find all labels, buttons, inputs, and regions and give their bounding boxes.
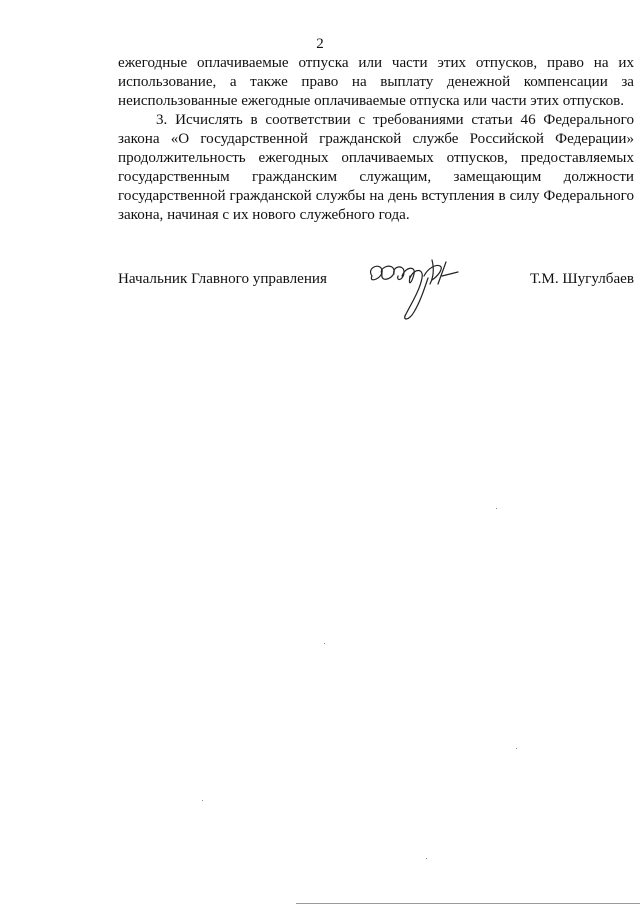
paragraph-3: 3. Исчислять в соответствии с требованиями статьи 46 Федерального закона «О государственной гражданской службе Российской Федерации» продолжительность ежегодных оплачиваемых отпусков, предоставляемых государственным гражданским служащим, замещающим должности государственной гражданской службы на день вступления в силу Федерального закона, начиная с их нового служебного года. (118, 112, 634, 223)
scan-speck (496, 508, 497, 509)
scan-speck (202, 800, 203, 801)
paragraph-continued: ежегодные оплачиваемые отпуска или части этих отпусков, право на их использование, а также право на выплату денежной компенсации за неиспользованные ежегодные оплачиваемые отпуска или части этих отпусков. (118, 55, 634, 109)
scan-speck (516, 748, 517, 749)
handwritten-signature (358, 254, 478, 324)
scan-speck (324, 643, 325, 644)
document-body (118, 54, 634, 225)
signatory-position: Начальник Главного управления (118, 271, 327, 287)
signatory-name: Т.М. Шугулбаев (529, 271, 634, 287)
scan-edge-line (296, 903, 640, 904)
page-number: 2 (316, 36, 324, 52)
signature-block (118, 254, 634, 324)
scan-speck (426, 858, 427, 859)
